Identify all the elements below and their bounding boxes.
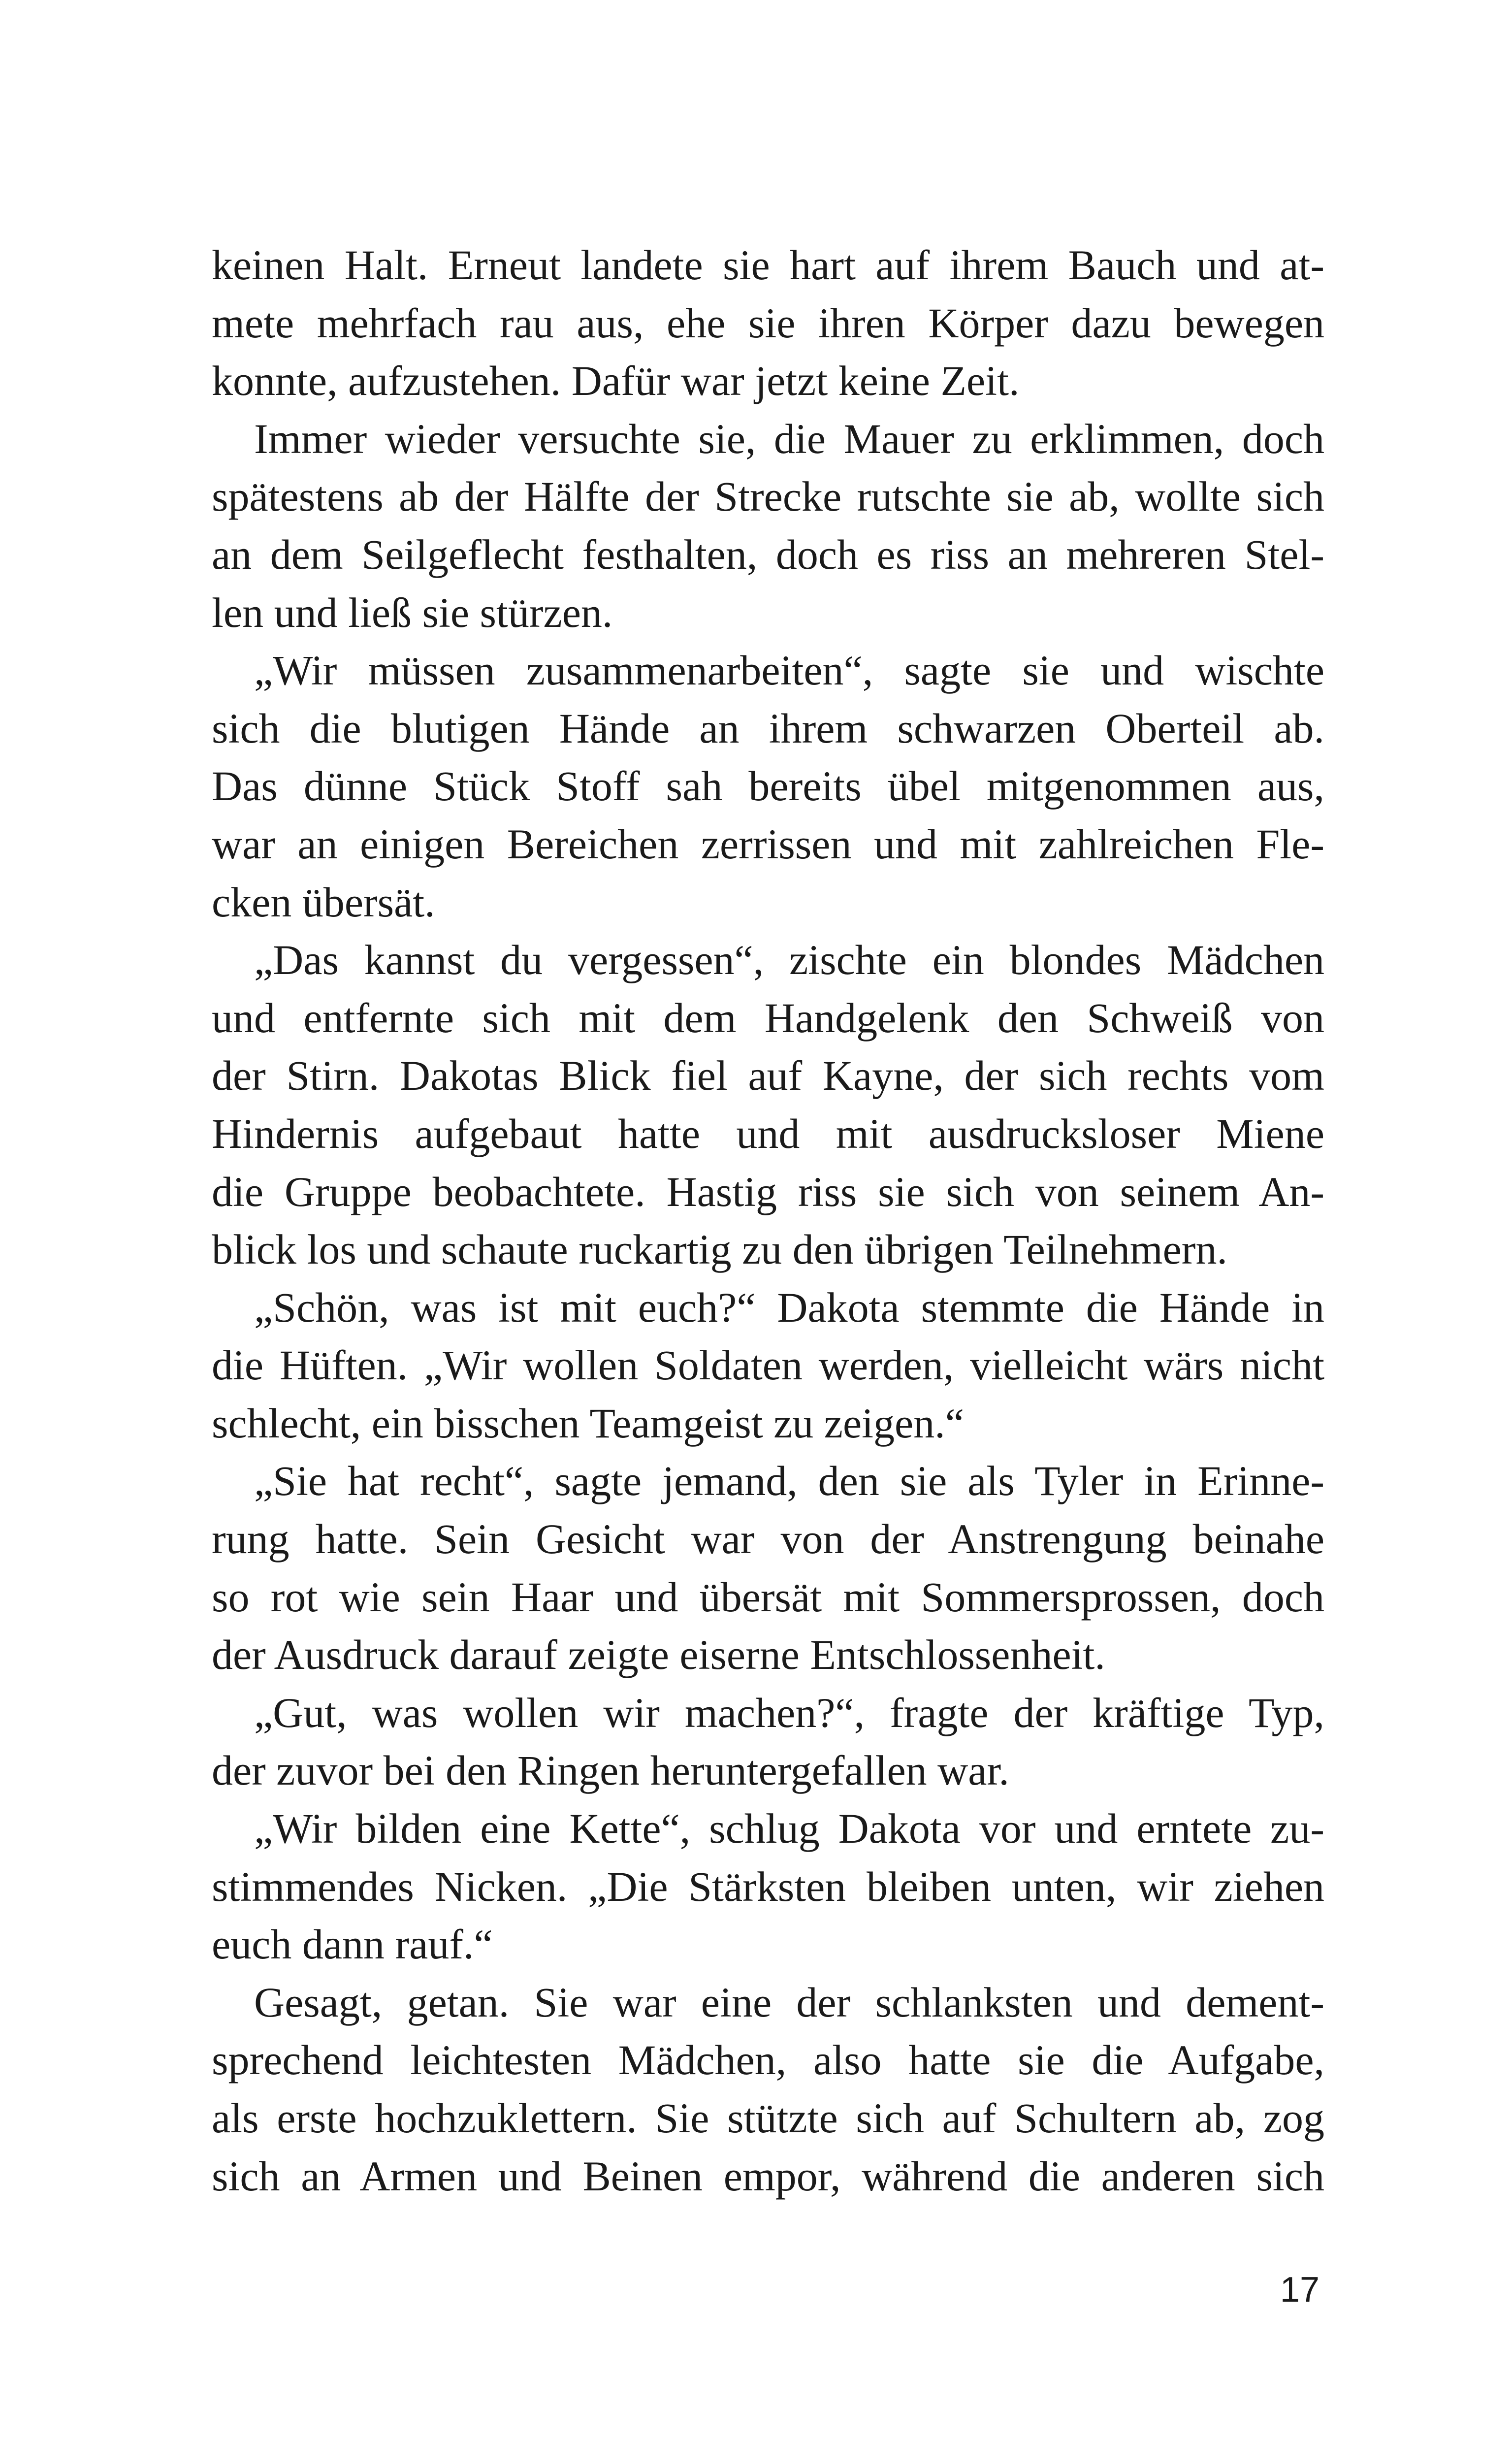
text-line: der Stirn. Dakotas Blick fiel auf Kayne, der sich rechts vom bbox=[212, 1052, 1324, 1100]
text-line: so rot wie sein Haar und übersät mit Sommersprossen, doch bbox=[212, 1573, 1324, 1621]
text-line: „Schön, was ist mit euch?“ Dakota stemmte die Hände in bbox=[254, 1283, 1324, 1331]
text-line: Hindernis aufgebaut hatte und mit ausdrucksloser Miene bbox=[212, 1109, 1324, 1157]
text-line: sich an Armen und Beinen empor, während die anderen sich bbox=[212, 2152, 1324, 2200]
text-line: „Wir müssen zusammenarbeiten“, sagte sie und wischte bbox=[254, 647, 1324, 694]
text-line: „Gut, was wollen wir machen?“, fragte der kräftige Typ, bbox=[254, 1689, 1324, 1736]
body-text bbox=[212, 236, 1324, 2205]
text-line: stimmendes Nicken. „Die Stärksten bleiben unten, wir ziehen bbox=[212, 1862, 1324, 1910]
text-line: und entfernte sich mit dem Handgelenk den Schweiß von bbox=[212, 994, 1324, 1042]
text-line: len und ließ sie stürzen. bbox=[212, 588, 613, 636]
text-line: cken übersät. bbox=[212, 878, 435, 926]
text-line: sich die blutigen Hände an ihrem schwarzen Oberteil ab. bbox=[212, 704, 1324, 752]
text-line: blick los und schaute ruckartig zu den übrigen Teilnehmern. bbox=[212, 1226, 1227, 1273]
text-line: als erste hochzuklettern. Sie stützte sich auf Schultern ab, zog bbox=[212, 2094, 1324, 2142]
text-line: die Gruppe beobachtete. Hastig riss sie sich von seinem An- bbox=[212, 1168, 1324, 1215]
text-line: schlecht, ein bisschen Teamgeist zu zeigen.“ bbox=[212, 1399, 964, 1447]
text-line: war an einigen Bereichen zerrissen und mit zahlreichen Fle- bbox=[212, 820, 1324, 868]
text-line: „Wir bilden eine Kette“, schlug Dakota vor und erntete zu- bbox=[254, 1805, 1324, 1853]
text-line: sprechend leichtesten Mädchen, also hatte sie die Aufgabe, bbox=[212, 2036, 1324, 2084]
text-line: euch dann rauf.“ bbox=[212, 1921, 493, 1968]
text-line: Gesagt, getan. Sie war eine der schlanksten und dement- bbox=[254, 1978, 1324, 2026]
text-line: rung hatte. Sein Gesicht war von der Anstrengung beinahe bbox=[212, 1515, 1324, 1563]
text-line: spätestens ab der Hälfte der Strecke rutschte sie ab, wollte sich bbox=[212, 473, 1324, 521]
text-line: mete mehrfach rau aus, ehe sie ihren Körper dazu bewegen bbox=[212, 299, 1324, 347]
text-line: an dem Seilgeflecht festhalten, doch es riss an mehreren Stel- bbox=[212, 530, 1324, 578]
text-line: Das dünne Stück Stoff sah bereits übel mitgenommen aus, bbox=[212, 762, 1324, 810]
text-line: konnte, aufzustehen. Dafür war jetzt keine Zeit. bbox=[212, 357, 1020, 405]
text-line: „Das kannst du vergessen“, zischte ein blondes Mädchen bbox=[254, 936, 1324, 984]
text-line: die Hüften. „Wir wollen Soldaten werden, vielleicht wärs nicht bbox=[212, 1341, 1324, 1389]
text-line: der zuvor bei den Ringen heruntergefallen war. bbox=[212, 1747, 1009, 1794]
text-line: „Sie hat recht“, sagte jemand, den sie als Tyler in Erinne- bbox=[254, 1457, 1324, 1505]
text-line: keinen Halt. Erneut landete sie hart auf ihrem Bauch und at- bbox=[212, 241, 1324, 289]
text-line: Immer wieder versuchte sie, die Mauer zu erklimmen, doch bbox=[254, 415, 1324, 462]
page-number: 17 bbox=[1280, 2270, 1319, 2310]
text-line: der Ausdruck darauf zeigte eiserne Entschlossenheit. bbox=[212, 1631, 1105, 1679]
